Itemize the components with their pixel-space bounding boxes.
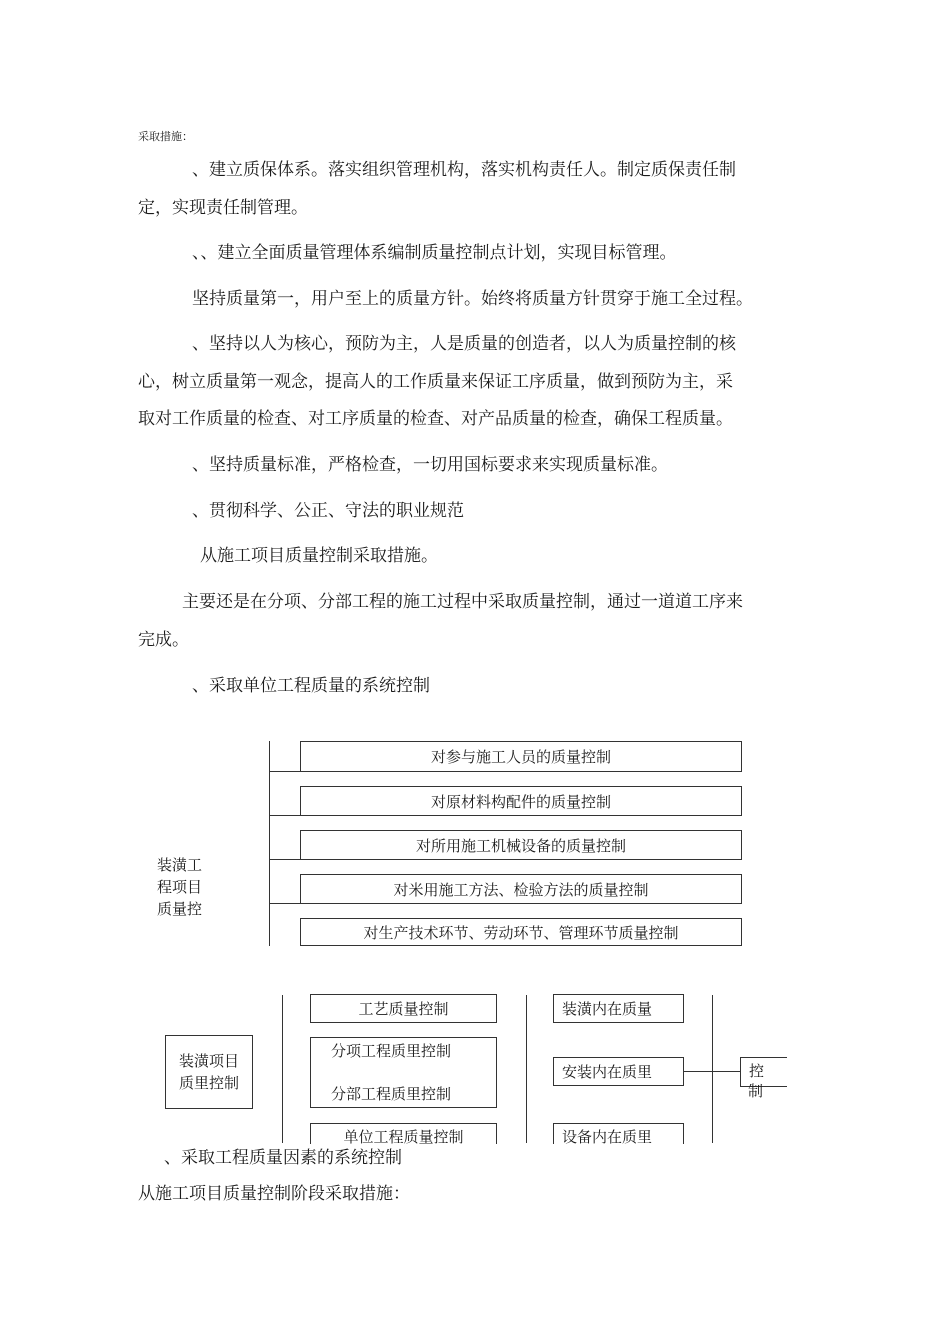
diagram1-root-line-2: 程项目 [157,878,203,896]
diagram2-root-box [165,1035,253,1109]
paragraph-4-line-2: 心，树立质量第一观念，提高人的工作质量来保证工序质量，做到预防为主，采 [138,372,733,392]
diagram1-item-2: 对原材料构配件的质量控制 [300,786,742,816]
diagram2-left-trunk [282,995,283,1143]
diagram2-mid-box-1: 工艺质量控制 [310,994,497,1023]
paragraph-4-line-3: 取对工作质量的检查、对工序质量的检查、对产品质量的检查，确保工程质量。 [138,409,733,429]
diagram2-right-box-2: 安装内在质里 [553,1057,684,1086]
diagram1-root-line-3: 质量控 [157,900,203,918]
paragraph-1-line-1: 、建立质保体系。落实组织管理机构，落实机构责任人。制定质保责任制 [192,160,736,180]
diagram1-connector-4 [269,903,301,904]
diagram2-root-line-2: 质里控制 [178,1074,239,1092]
diagram2-mid-divider [526,995,527,1143]
paragraph-1-line-2: 定，实现责任制管理。 [138,198,308,218]
paragraph-8-line-1: 主要还是在分项、分部工程的施工过程中采取质量控制，通过一道道工序来 [182,592,743,612]
diagram2-mid-box-3: 单位工程质量控制 [310,1123,497,1144]
paragraph-11: 从施工项目质量控制阶段采取措施： [138,1184,410,1204]
diagram2-far-line-1: 控 [749,1062,765,1080]
diagram2-right-box-1: 装潢内在质量 [553,994,684,1023]
diagram2-mid-box-2-line-2: 分部工程质里控制 [331,1085,452,1103]
diagram2-right-box-3: 设备内在质里 [553,1123,684,1144]
paragraph-9: 、采取单位工程质量的系统控制 [192,676,430,696]
diagram1-connector-3 [269,859,301,860]
header-note: 采取措施： [138,130,193,143]
diagram1-item-5: 对生产技术环节、劳动环节、管理环节质量控制 [300,918,742,946]
diagram1-item-3: 对所用施工机械设备的质量控制 [300,830,742,860]
paragraph-8-line-2: 完成。 [138,630,189,650]
diagram1-connector-1 [269,771,301,772]
paragraph-2: 、、建立全面质量管理体系编制质量控制点计划，实现目标管理。 [192,243,677,263]
diagram1-connector-2 [269,815,301,816]
diagram1-item-4: 对米用施工方法、检验方法的质量控制 [300,874,742,904]
diagram1-root-line-1: 装潢工 [157,856,203,874]
paragraph-10: 、采取工程质量因素的系统控制 [164,1148,402,1168]
diagram2-right-trunk [712,995,713,1143]
diagram2-far-line-2-clipped: 制 [748,1082,764,1100]
diagram2-root-line-1: 装潢项目 [178,1052,239,1070]
diagram1-item-1: 对参与施工人员的质量控制 [300,741,742,772]
paragraph-5: 、坚持质量标准，严格检查，一切用国标要求来实现质量标准。 [192,455,668,475]
diagram2-mid-box-2-line-1: 分项工程质里控制 [331,1042,452,1060]
paragraph-3: 坚持质量第一，用户至上的质量方针。始终将质量方针贯穿于施工全过程。 [192,289,753,309]
diagram1-root-label [157,854,227,916]
paragraph-4-line-1: 、坚持以人为核心，预防为主，人是质量的创造者，以人为质量控制的核 [192,334,736,354]
paragraph-7: 从施工项目质量控制采取措施。 [200,546,438,566]
paragraph-6: 、贯彻科学、公正、守法的职业规范 [192,501,464,521]
diagram2-mid-box-2 [310,1037,497,1108]
